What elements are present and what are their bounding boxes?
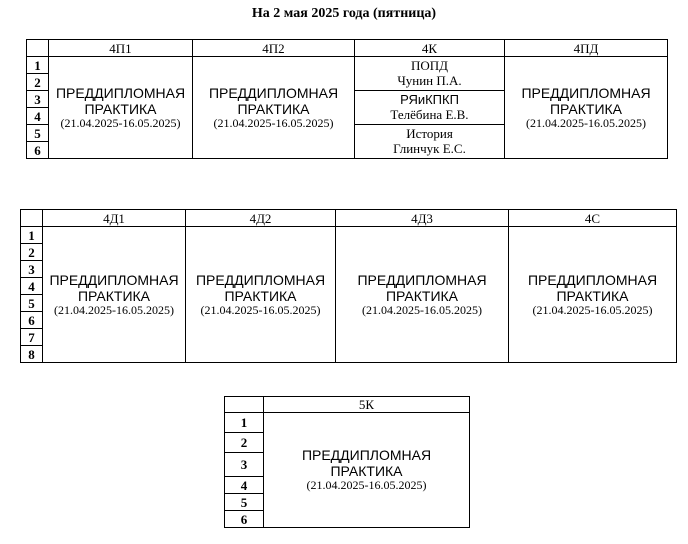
practice-cell-4pd	[505, 57, 668, 159]
group-header-5k: 5К	[264, 397, 470, 413]
lesson-number: 6	[27, 142, 49, 159]
practice-dates: (21.04.2025-16.05.2025)	[306, 478, 427, 493]
practice-name: ПРЕДДИПЛОМНАЯ ПРАКТИКА	[49, 271, 179, 304]
group-header-4s: 4С	[509, 210, 677, 227]
schedule-table-1	[26, 39, 668, 159]
corner-cell	[27, 40, 49, 57]
practice-name: ПРЕДДИПЛОМНАЯ ПРАКТИКА	[55, 84, 186, 117]
group-header-4p1: 4П1	[49, 40, 193, 57]
corner-cell	[225, 397, 264, 413]
practice-cell-4p1	[49, 57, 193, 159]
subject-name: РЯиКПКП	[400, 92, 459, 108]
practice-name: ПРЕДДИПЛОМНАЯ ПРАКТИКА	[357, 271, 487, 304]
practice-dates: (21.04.2025-16.05.2025)	[362, 302, 482, 317]
lesson-number: 7	[21, 329, 43, 346]
group-header-4k: 4К	[355, 40, 505, 57]
schedule-title: На 2 мая 2025 года (пятница)	[251, 6, 437, 21]
practice-dates: (21.04.2025-16.05.2025)	[200, 302, 321, 317]
practice-name: ПРЕДДИПЛОМНАЯ ПРАКТИКА	[208, 84, 339, 117]
lesson-number: 6	[21, 312, 43, 329]
group-header-4p2: 4П2	[193, 40, 355, 57]
lesson-number: 5	[21, 295, 43, 312]
practice-dates: (21.04.2025-16.05.2025)	[526, 115, 646, 130]
lesson-number: 5	[27, 125, 49, 142]
practice-cell-4d2	[186, 227, 336, 363]
lesson-number: 1	[27, 57, 49, 74]
subject-name: История	[406, 126, 453, 142]
practice-dates: (21.04.2025-16.05.2025)	[532, 302, 653, 317]
group-header-4pd: 4ПД	[505, 40, 668, 57]
lesson-number: 5	[225, 494, 264, 511]
lesson-number: 2	[27, 74, 49, 91]
practice-dates: (21.04.2025-16.05.2025)	[60, 115, 181, 130]
practice-cell-4s	[509, 227, 677, 363]
lesson-number: 4	[21, 278, 43, 295]
lesson-cell-4k-3	[355, 125, 505, 159]
practice-cell-4d3	[336, 227, 509, 363]
lesson-number: 4	[225, 477, 264, 494]
group-header-4d1: 4Д1	[43, 210, 186, 227]
schedule-table-3	[224, 396, 470, 528]
lesson-number: 2	[225, 433, 264, 453]
lesson-number: 3	[27, 91, 49, 108]
practice-cell-5k	[264, 413, 470, 528]
subject-name: ПОПД	[410, 58, 449, 74]
teacher-name: Глинчук Е.С.	[393, 140, 466, 156]
group-header-4d2: 4Д2	[186, 210, 336, 227]
lesson-number: 2	[21, 244, 43, 261]
corner-cell	[21, 210, 43, 227]
practice-name: ПРЕДДИПЛОМНАЯ ПРАКТИКА	[521, 84, 651, 117]
lesson-number: 1	[225, 413, 264, 433]
practice-cell-4d1	[43, 227, 186, 363]
practice-name: ПРЕДДИПЛОМНАЯ ПРАКТИКА	[527, 271, 658, 304]
lesson-number: 8	[21, 346, 43, 363]
lesson-number: 6	[225, 511, 264, 528]
teacher-name: Чунин П.А.	[397, 72, 462, 88]
lesson-number: 3	[225, 453, 264, 477]
practice-name: ПРЕДДИПЛОМНАЯ ПРАКТИКА	[195, 271, 326, 304]
teacher-name: Телёбина Е.В.	[390, 106, 469, 122]
lesson-number: 4	[27, 108, 49, 125]
schedule-table-2	[20, 209, 677, 363]
group-header-4d3: 4Д3	[336, 210, 509, 227]
practice-name: ПРЕДДИПЛОМНАЯ ПРАКТИКА	[301, 447, 432, 480]
lesson-cell-4k-1	[355, 57, 505, 91]
practice-dates: (21.04.2025-16.05.2025)	[213, 115, 334, 130]
practice-dates: (21.04.2025-16.05.2025)	[54, 302, 174, 317]
lesson-number: 3	[21, 261, 43, 278]
practice-cell-4p2	[193, 57, 355, 159]
lesson-number: 1	[21, 227, 43, 244]
lesson-cell-4k-2	[355, 91, 505, 125]
